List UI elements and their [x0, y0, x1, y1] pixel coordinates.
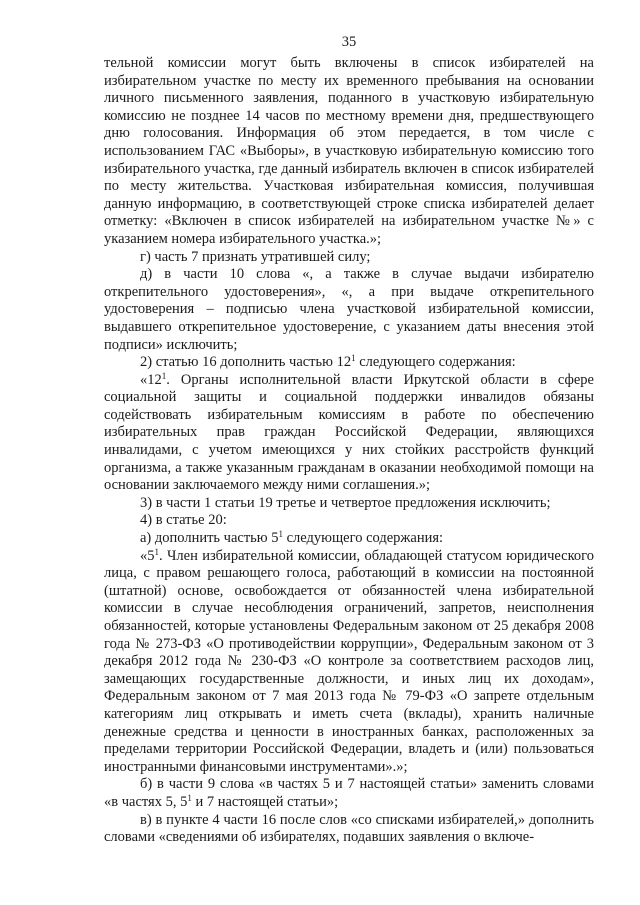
paragraph-text: в) в пункте 4 части 16 после слов «со списками избирателей,» дополнить словами «сведениями об избирателях, подавших заявления о включе- [104, 811, 594, 846]
paragraph-text: «12 [140, 371, 162, 388]
paragraph [104, 372, 594, 495]
paragraph [104, 55, 594, 249]
paragraph [104, 776, 594, 811]
superscript: 1 [187, 792, 192, 803]
paragraph-text: . Органы исполнительной власти Иркутской области в сфере социальной защиты и социальной поддержки инвалидов обязаны содействовать избирательным комиссиям в работе по обеспечению избирательных прав граждан Российской Федерации, являющихся инвалидами, с учетом имеющихся у них стойких расстройств функций организма, а также указанным гражданам в оказании необходимой помощи на основании заключаемого между ними соглашения.»; [104, 371, 594, 494]
paragraph-text: 4) в статье 20: [140, 512, 227, 529]
paragraph-text: и 7 настоящей статьи»; [191, 793, 339, 810]
paragraph [104, 354, 594, 372]
paragraph-text: г) часть 7 признать утратившей силу; [140, 248, 371, 265]
paragraph-text: б) в части 9 слова «в частях 5 и 7 настоящей статьи» заменить словами «в частях 5, 5 [104, 776, 594, 810]
paragraph [104, 512, 594, 530]
superscript: 1 [154, 546, 159, 557]
paragraph-text: 2) статью 16 дополнить частью 12 [140, 354, 352, 371]
paragraph [104, 812, 594, 847]
paragraph-text: «5 [140, 547, 155, 564]
paragraph [104, 266, 594, 354]
paragraph [104, 495, 594, 513]
paragraph [104, 530, 594, 548]
superscript: 1 [351, 353, 356, 364]
page-number: 35 [341, 34, 357, 50]
paragraph-text: следующего содержания: [283, 530, 444, 547]
paragraph-text: следующего содержания: [355, 354, 516, 371]
paragraph-text: 3) в части 1 статьи 19 третье и четвертое предложения исключить; [140, 494, 551, 511]
superscript: 1 [278, 529, 283, 540]
paragraph-text: . Член избирательной комиссии, обладающей статусом юридического лица, с правом решающего голоса, работающий в комиссии на постоянной (штатной) основе, освобождается от обязанностей члена избирательной комиссии в случае несоблюдения ограничений, запретов, неисполнения обязанностей, которые установлены Федеральным законом от 25 декабря 2008 года № 273-ФЗ «О противодействии коррупции», Федеральным законом от 3 декабря 2012 года № 230-ФЗ «О контроле за соответствием расходов лиц, замещающих государственные должности, и иных лиц их доходам», Федеральным законом от 7 мая 2013 года № 79-ФЗ «О запрете отдельным категориям лиц открывать и иметь счета (вклады), хранить наличные денежные средства и ценности в иностранных банках, расположенных за пределами территории Российской Федерации, владеть и (или) пользоваться иностранными финансовыми инструментами».»; [104, 547, 594, 775]
paragraph-text: а) дополнить частью 5 [140, 530, 279, 547]
paragraph-text: тельной комиссии могут быть включены в список избирателей на избирательном участке по месту их временного пребывания на основании личного письменного заявления, поданного в участковую избирательную комиссию не позднее 14 часов по местному времени дня, предшествующего дню голосования. Информация об этом передается, в том числе с использованием ГАС «Выборы», в участковую избирательную комиссию того избирательного участка, где данный избиратель включен в список избирателей по месту жительства. Участковая избирательная комиссия, получившая данную информацию, в соответствующей строке списка избирателей делает отметку: «Включен в список избирателей на избирательном участке №» с указанием номера избирательного участка.»; [104, 55, 594, 247]
paragraph [104, 548, 594, 777]
document-body [104, 55, 594, 847]
paragraph-text: д) в части 10 слова «, а также в случае выдачи избирателю открепительного удостоверения», «, а при выдаче открепительного удостоверения – подписью члена участковой избирательной комиссии, выдавшего открепительное удостоверение, с указанием даты внесения этой подписи» исключить; [104, 266, 594, 353]
superscript: 1 [161, 370, 167, 381]
paragraph [104, 249, 594, 267]
